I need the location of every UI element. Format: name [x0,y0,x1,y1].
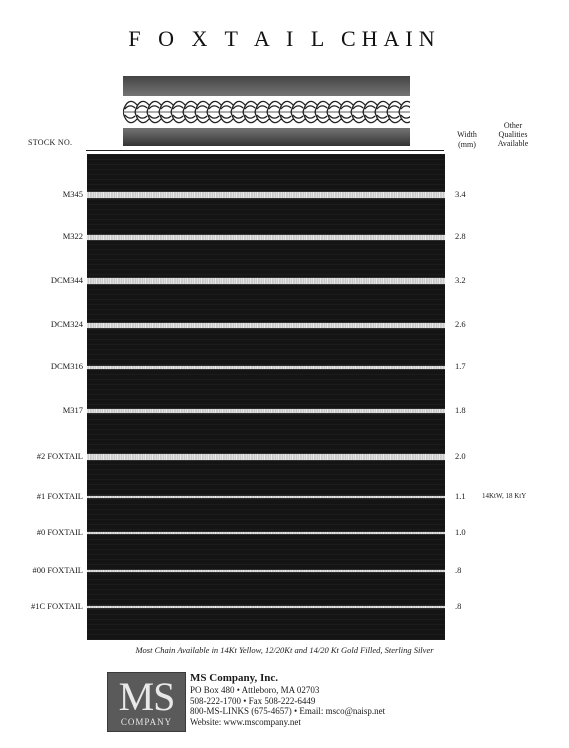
chain-width: .8 [455,565,462,575]
other-header-line1: Other [503,121,523,130]
chain-stock-number: #0 FOXTAIL [36,527,83,537]
company-tollfree: 800-MS-LINKS (675-4657) • Email: msco@naisp.net [190,706,386,716]
chain-stock-number: #2 FOXTAIL [36,451,83,461]
other-header-line2: Qualities [498,130,528,139]
logo-company-text: COMPANY [120,717,173,727]
other-header-line3: Available [497,139,529,148]
chain-sample [87,192,445,198]
panel-texture [87,154,445,640]
chain-stock-number: DCM324 [50,319,83,329]
chain-stock-number: M345 [62,189,83,199]
chain-stock-number: DCM316 [50,361,83,371]
stock-no-header: STOCK NO. [28,138,73,147]
other-qualities-header [488,121,538,148]
chain-width: .8 [455,601,462,611]
chain-closeup-image [123,76,410,146]
chain-stock-number: #00 FOXTAIL [32,565,83,575]
chain-sample [87,366,445,369]
chain-sample [87,606,445,608]
chain-width: 1.1 [455,491,466,501]
chain-stock-number: M317 [62,405,83,415]
chain-width: 2.8 [455,231,466,241]
width-header [450,130,484,150]
chain-width: 2.0 [455,451,466,461]
chain-width: 2.6 [455,319,466,329]
page-title: F O X T A I L CHAIN [128,26,441,51]
chain-other-qualities: 14KtW, 18 KtY [482,492,527,500]
width-header-line1: Width [457,130,477,139]
foxtail-weave-illustration [123,96,410,128]
company-address: PO Box 480 • Attleboro, MA 02703 [190,685,320,695]
chain-sample [87,570,445,572]
company-phone: 508-222-1700 • Fax 508-222-6449 [190,695,316,706]
chain-sample [87,532,445,534]
chain-width: 1.7 [455,361,466,371]
company-name: MS Company, Inc. [190,672,279,684]
header-rule [86,150,444,151]
chain-width: 1.0 [455,527,466,537]
chain-sample [87,278,445,284]
availability-note: Most Chain Available in 14Kt Yellow, 12/20Kt and 14/20 Kt Gold Filled, Sterling Silver [135,645,434,655]
chain-width: 1.8 [455,405,466,415]
chain-sample [87,409,445,413]
chain-sample [87,454,445,460]
chain-sample [87,323,445,328]
chain-width: 3.2 [455,275,466,285]
chain-photo-panel [87,154,445,640]
chain-stock-number: DCM344 [50,275,83,285]
company-info [190,672,385,727]
chain-sample [87,235,445,240]
chain-sample [87,496,445,498]
chain-stock-number: #1C FOXTAIL [31,601,83,611]
chain-stock-number: M322 [62,231,83,241]
logo-ms-text: MS [118,674,175,719]
company-website: Website: www.mscompany.net [190,716,301,727]
chain-width: 3.4 [455,189,466,199]
company-logo [107,672,186,732]
chain-stock-number: #1 FOXTAIL [36,491,83,501]
width-header-line2: (mm) [458,140,476,149]
